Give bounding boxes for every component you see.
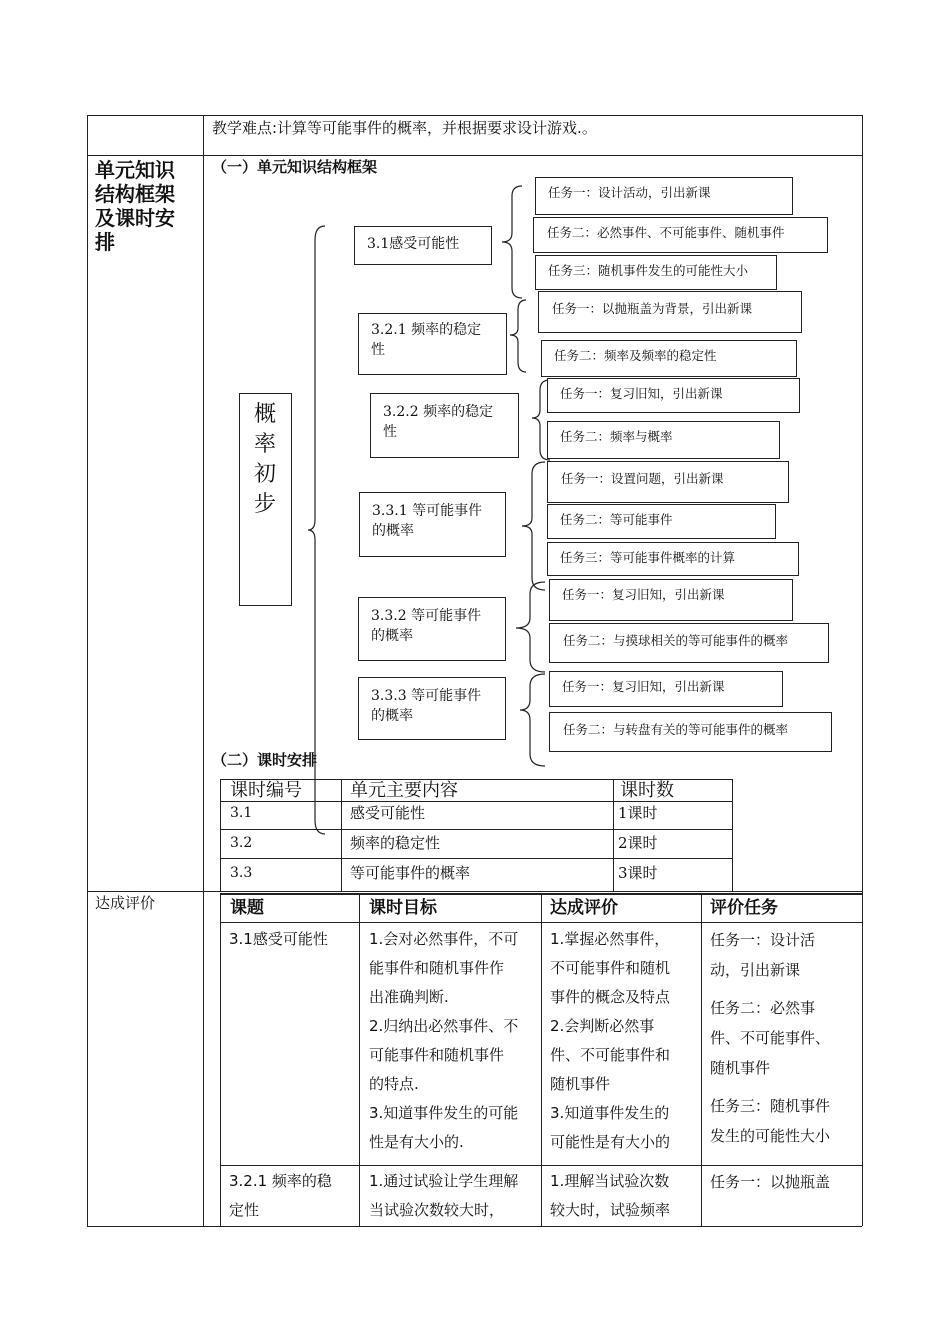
- framework-heading: （一）单元知识结构框架: [212, 158, 378, 176]
- eval-header: 评价任务: [710, 898, 778, 918]
- lesson-node: 3.3.1 等可能事件的概率: [359, 492, 506, 557]
- eval-border: [359, 893, 360, 1226]
- schedule-cell: 感受可能性: [350, 804, 426, 822]
- lesson-node: 3.3.2 等可能事件的概率: [358, 597, 506, 661]
- task-node: 任务一：设计活动，引出新课: [535, 177, 793, 215]
- schedule-header: 单元主要内容: [350, 780, 458, 801]
- schedule-header: 课时编号: [230, 780, 302, 801]
- eval-header: 达成评价: [550, 898, 618, 918]
- schedule-cell: 2课时: [618, 834, 658, 852]
- schedule-border: [220, 829, 732, 830]
- brace-3-3-2: [516, 582, 545, 672]
- eval-border: [541, 893, 542, 1226]
- schedule-border: [220, 779, 221, 892]
- task-node: 任务二：频率及频率的稳定性: [541, 340, 797, 377]
- schedule-border: [341, 779, 342, 892]
- task-node: 任务二：与摸球相关的等可能事件的概率: [549, 623, 829, 663]
- lesson-node: 3.3.3 等可能事件的概率: [358, 677, 506, 740]
- eval-border: [220, 893, 221, 1226]
- brace-3-1: [502, 186, 522, 298]
- task-node: 任务一：设置问题，引出新课: [547, 461, 789, 503]
- eval-goals: 1.会对必然事件，不可 能事件和随机事件作 出准确判断. 2.归纳出必然事件、不 可能事件和随机事件 的特点. 3.知道事件发生的可能 性是有大小的.: [369, 930, 519, 1151]
- eval-topic: 3.2.1 频率的稳 定性: [229, 1172, 332, 1219]
- teaching-difficulty: 教学难点:计算等可能事件的概率，并根据要求设计游戏.。: [212, 119, 597, 137]
- eval-achieve: 1.理解当试验次数 较大时，试验频率: [550, 1172, 671, 1219]
- schedule-cell: 频率的稳定性: [350, 834, 441, 852]
- evaluation-label: 达成评价: [95, 894, 156, 912]
- task-node: 任务二：必然事件、不可能事件、随机事件: [533, 217, 828, 253]
- task-node: 任务一：复习旧知，引出新课: [549, 671, 783, 707]
- lesson-node: 3.2.1 频率的稳定性: [358, 313, 507, 375]
- eval-topic: 3.1感受可能性: [229, 930, 328, 948]
- task-node: 任务三：等可能事件概率的计算: [547, 542, 799, 576]
- eval-tasks: 任务一：设计活 动，引出新课 任务二：必然事 件、不可能事件、 随机事件 任务三：随机事件 发生的可能性大小: [710, 931, 831, 1145]
- schedule-border: [613, 779, 614, 892]
- task-node: 任务二：频率与概率: [547, 421, 780, 459]
- task-node: 任务二：等可能事件: [547, 504, 776, 539]
- schedule-cell: 3.3: [230, 865, 253, 881]
- task-node: 任务三：随机事件发生的可能性大小: [535, 255, 777, 290]
- brace-3-3-1: [522, 462, 545, 590]
- root-brace: [308, 226, 325, 834]
- schedule-border: [220, 858, 732, 859]
- schedule-cell: 3课时: [618, 864, 658, 882]
- schedule-cell: 等可能事件的概率: [350, 864, 471, 882]
- schedule-border: [732, 779, 733, 892]
- task-node: 任务一：以抛瓶盖为背景，引出新课: [538, 291, 802, 333]
- brace-3-3-3: [520, 674, 545, 766]
- brace-3-2-1: [510, 300, 526, 372]
- lesson-node: 3.2.2 频率的稳定性: [370, 393, 519, 458]
- task-node: 任务一：复习旧知，引出新课: [549, 579, 793, 621]
- unit-section-label: 单元知识 结构框架 及课时安 排: [95, 158, 175, 254]
- eval-goals: 1.通过试验让学生理解 当试验次数较大时，: [369, 1172, 519, 1219]
- eval-header: 课时目标: [369, 898, 437, 918]
- eval-tasks: 任务一：以抛瓶盖: [710, 1173, 831, 1191]
- schedule-heading: （二）课时安排: [212, 751, 318, 769]
- eval-border: [701, 893, 702, 1226]
- schedule-cell: 1课时: [618, 804, 658, 822]
- eval-achieve: 1.掌握必然事件， 不可能事件和随机 事件的概念及特点 2.会判断必然事 件、不可能事件和 随机事件 3.知道事件发生的 可能性是有大小的: [550, 930, 671, 1151]
- task-node: 任务二：与转盘有关的等可能事件的概率: [549, 712, 832, 752]
- lesson-node: 3.1感受可能性: [354, 226, 492, 265]
- eval-header: 课题: [230, 898, 264, 918]
- schedule-cell: 3.1: [230, 805, 253, 821]
- task-node: 任务一：复习旧知，引出新课: [547, 378, 800, 413]
- schedule-header: 课时数: [620, 780, 674, 801]
- root-node-label: 概率初步: [253, 402, 276, 517]
- schedule-cell: 3.2: [230, 835, 253, 851]
